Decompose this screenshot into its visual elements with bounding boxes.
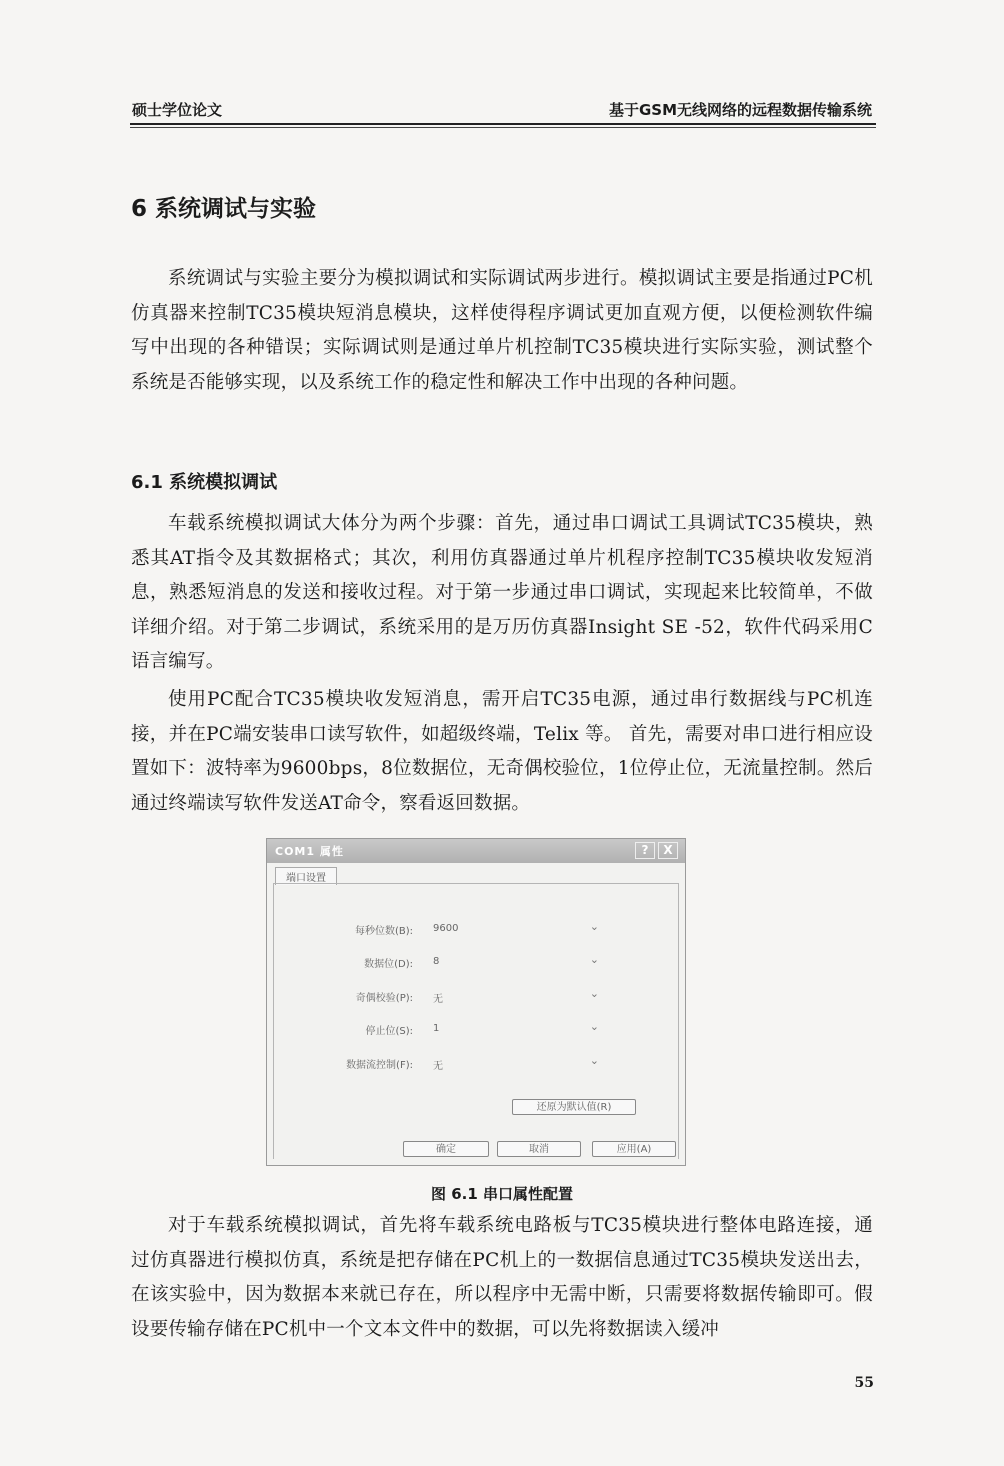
data-bits-select[interactable] <box>429 955 599 972</box>
parity-label: 奇偶校验(P): <box>355 993 413 1004</box>
dialog-titlebar <box>267 839 685 863</box>
paragraph-intro: 系统调试与实验主要分为模拟调试和实际调试两步进行。模拟调试主要是指通过PC机仿真器来控制TC35模块短消息模块，这样使得程序调试更加直观方便，以便检测软件编写中出现的各种错误；实际调试则是通过单片机控制TC35模块进行实际实验，测试整个系统是否能够实现，以及系统工作的稳定性和解决工作中出现的各种问题。 <box>131 268 873 393</box>
stop-bits-label: 停止位(S): <box>365 1026 413 1037</box>
com1-properties-dialog <box>266 838 686 1166</box>
baud-rate-label: 每秒位数(B): <box>354 926 413 937</box>
flow-control-select[interactable] <box>429 1056 599 1073</box>
data-bits-value: 8 <box>433 956 440 967</box>
running-header-left: 硕士学位论文 <box>132 101 223 119</box>
dialog-title: COM1 属性 <box>275 845 344 858</box>
chevron-down-icon: ⌄ <box>589 1054 599 1067</box>
running-header-right: 基于GSM无线网络的远程数据传输系统 <box>608 101 872 119</box>
flow-control-value: 无 <box>433 1061 443 1072</box>
ok-button[interactable]: 确定 <box>403 1141 489 1157</box>
paragraph-steps: 车载系统模拟调试大体分为两个步骤：首先，通过串口调试工具调试TC35模块，熟悉其AT指令及其数据格式；其次，利用仿真器通过单片机程序控制TC35模块收发短消息，熟悉短消息的发送和接收过程。对于第一步通过串口调试，实现起来比较简单，不做详细介绍。对于第二步调试，系统采用的是万历仿真器Insight SE -52，软件代码采用C语言编写。 <box>131 513 873 672</box>
baud-rate-value: 9600 <box>433 923 459 934</box>
chevron-down-icon: ⌄ <box>589 1020 599 1033</box>
chevron-down-icon: ⌄ <box>589 987 599 1000</box>
chevron-down-icon: ⌄ <box>589 920 599 933</box>
paragraph-serial-setup: 使用PC配合TC35模块收发短消息，需开启TC35电源，通过串行数据线与PC机连接，并在PC端安装串口读写软件，如超级终端，Telix 等。 首先，需要对串口进行相应设置如下：波特率为9600bps，8位数据位，无奇偶校验位，1位停止位，无流量控制。然后通过终端读写软件发送AT命令，察看返回数据。 <box>131 689 873 814</box>
baud-rate-select[interactable] <box>429 922 599 939</box>
figure-caption: 图 6.1 串口属性配置 <box>430 1185 574 1203</box>
tab-port-settings[interactable]: 端口设置 <box>275 867 337 885</box>
section-title: 6.1 系统模拟调试 <box>131 472 278 493</box>
parity-value: 无 <box>433 994 443 1005</box>
page-number: 55 <box>854 1375 874 1391</box>
data-bits-label: 数据位(D): <box>364 959 413 970</box>
chevron-down-icon: ⌄ <box>589 953 599 966</box>
header-rule-thin <box>130 127 876 128</box>
chapter-title: 6 系统调试与实验 <box>131 196 317 222</box>
help-button[interactable]: ? <box>635 842 655 859</box>
stop-bits-value: 1 <box>433 1023 440 1034</box>
stop-bits-select[interactable] <box>429 1022 599 1039</box>
header-rule <box>130 123 876 125</box>
restore-defaults-button[interactable]: 还原为默认值(R) <box>512 1099 636 1115</box>
close-button[interactable]: X <box>658 842 678 859</box>
apply-button[interactable]: 应用(A) <box>592 1141 676 1157</box>
flow-control-label: 数据流控制(F): <box>346 1060 413 1071</box>
parity-select[interactable] <box>429 989 599 1006</box>
cancel-button[interactable]: 取消 <box>497 1141 581 1157</box>
paragraph-simulation: 对于车载系统模拟调试，首先将车载系统电路板与TC35模块进行整体电路连接，通过仿真器进行模拟仿真，系统是把存储在PC机上的一数据信息通过TC35模块发送出去，在该实验中，因为数据本来就已存在，所以程序中无需中断，只需要将数据传输即可。假设要传输存储在PC机中一个文本文件中的数据，可以先将数据读入缓冲 <box>131 1215 873 1340</box>
